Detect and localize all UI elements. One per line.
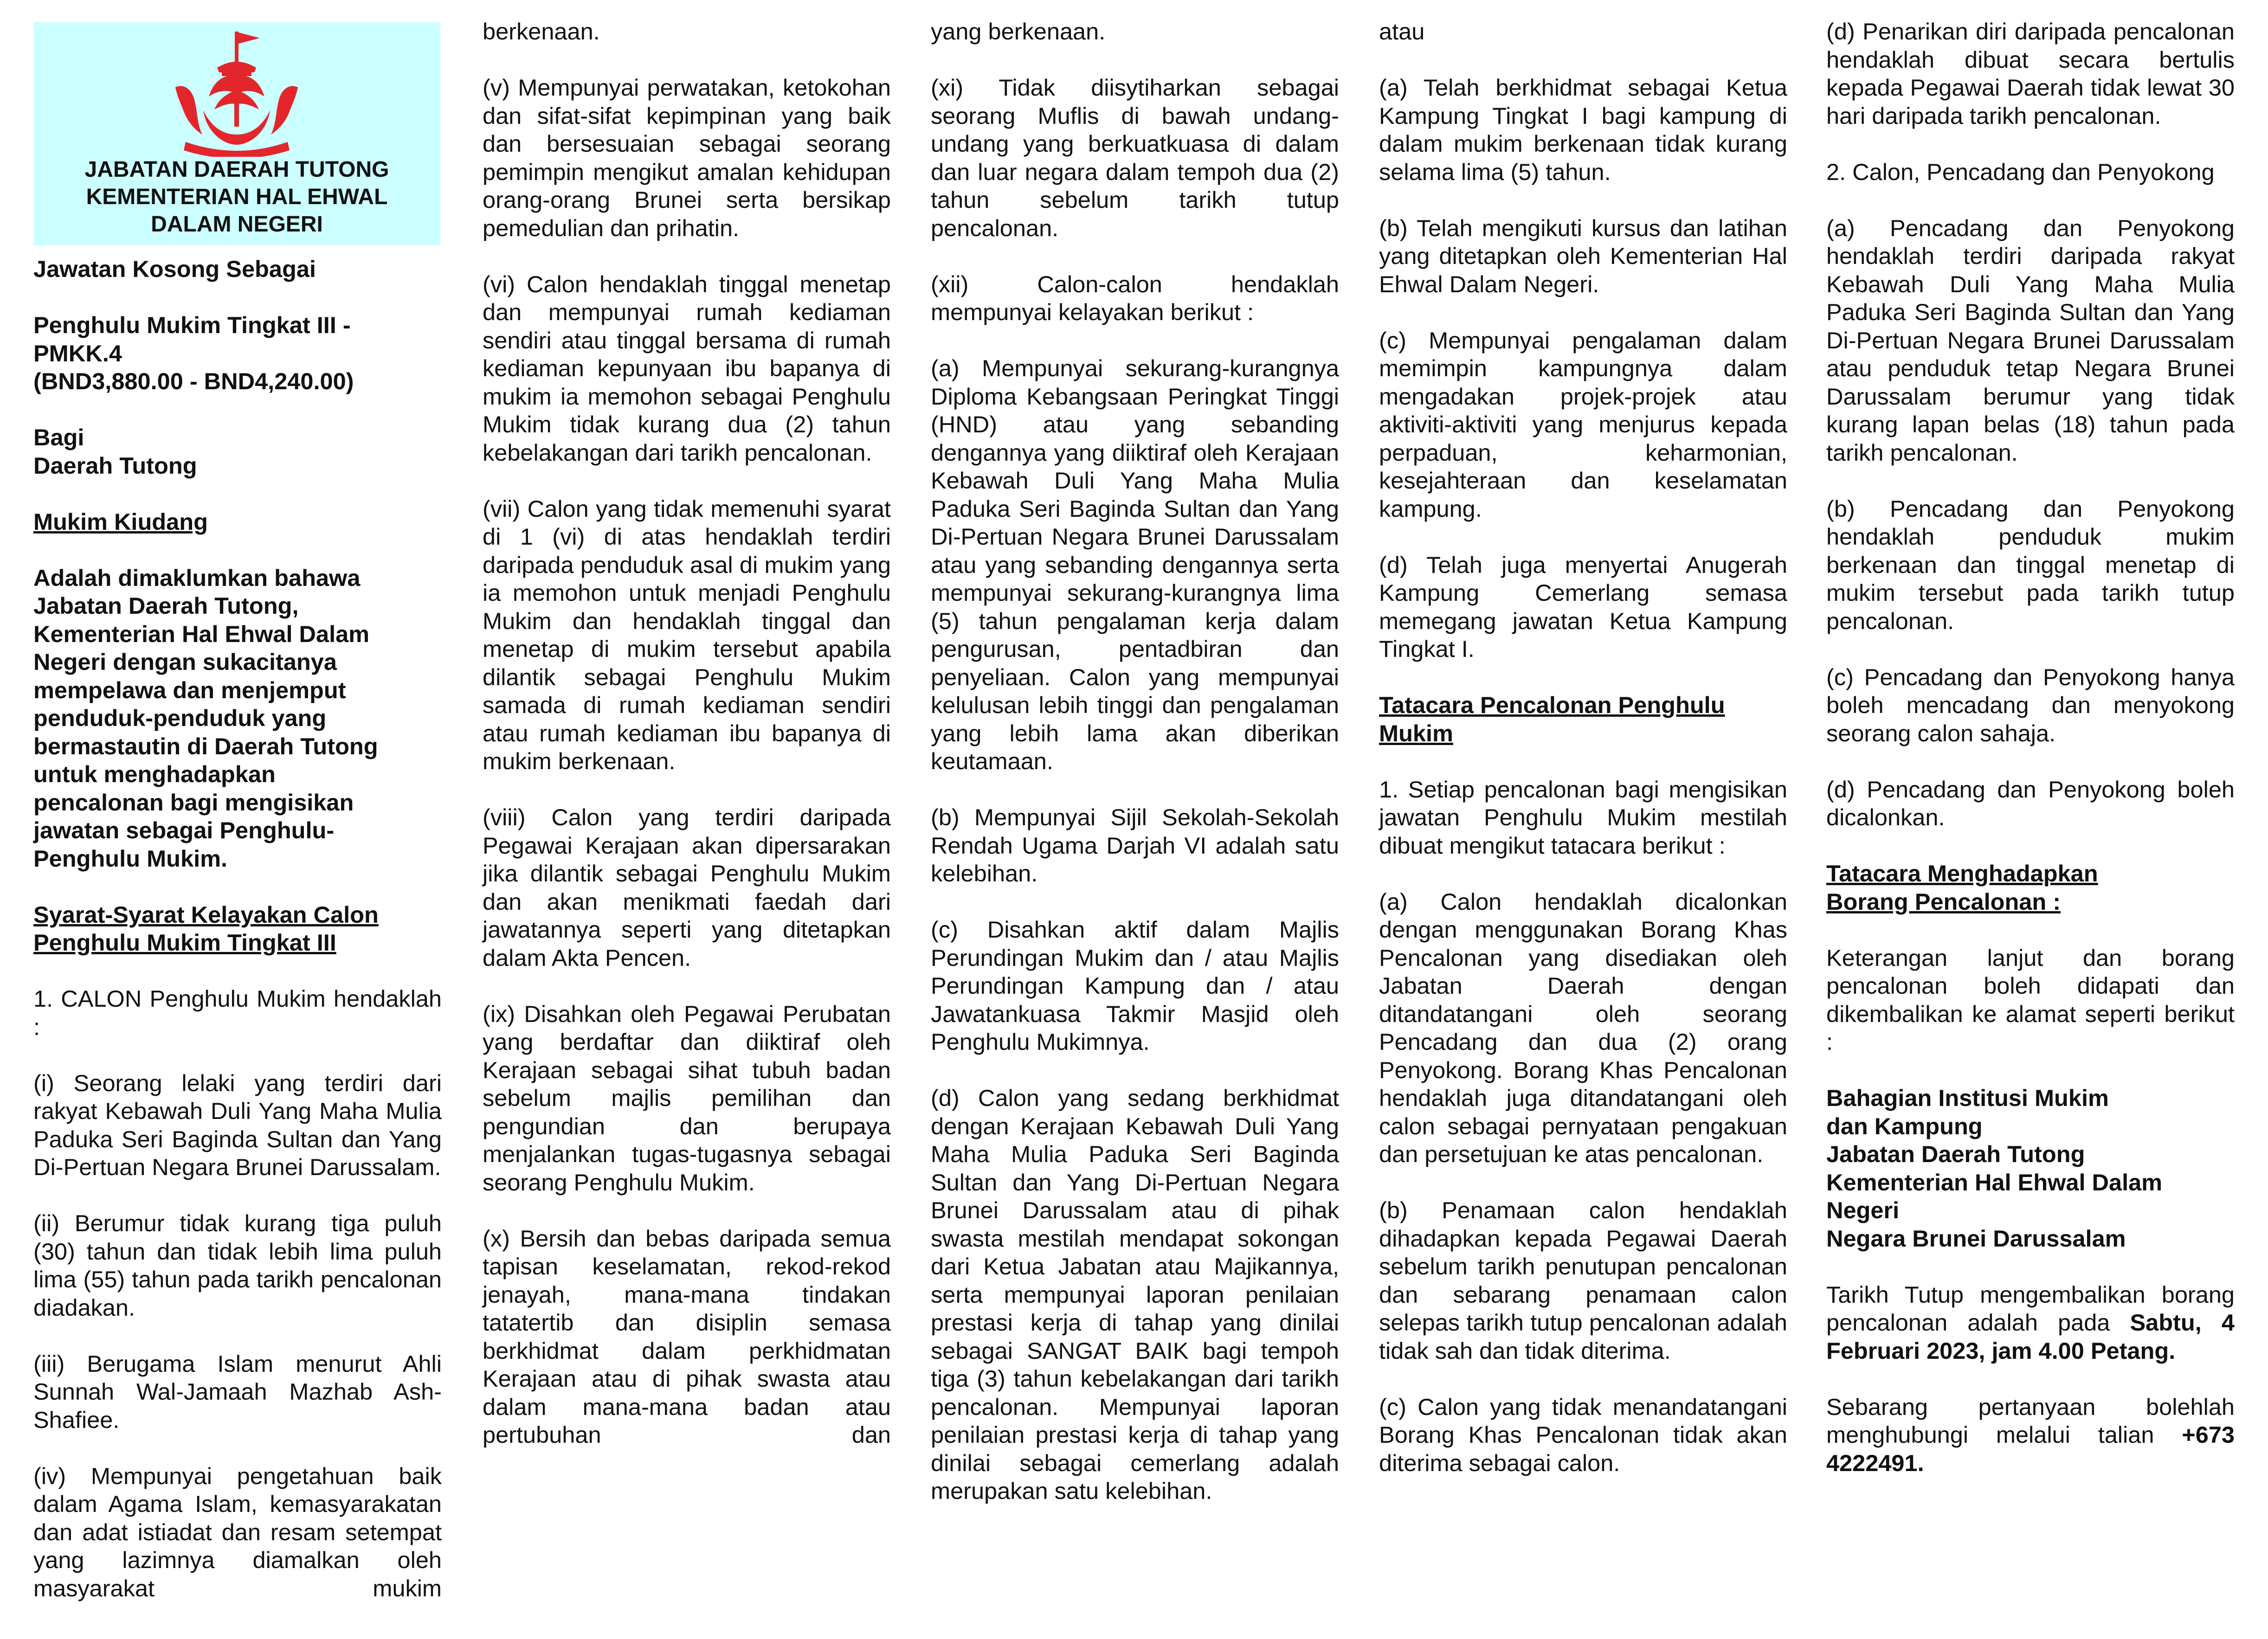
procedure-item-c: (c) Calon yang tidak menandatangani Borang Khas Pencalonan tidak akan diterima sebagai calon. [1379,1393,1787,1476]
announcement [33,564,442,873]
announcement-line: jawatan sebagai Penghulu- [33,817,335,843]
section-2-title: 2. Calon, Pencadang dan Penyokong [1826,158,2215,185]
agency-line: DALAM NEGERI [151,212,323,237]
address-line: Kementerian Hal Ehwal Dalam [1826,1169,2163,1196]
phone-number: +673 4222491. [1826,1421,2235,1476]
announcement-line: Jabatan Daerah Tutong, [33,592,299,619]
address-line: dan Kampung [1826,1112,1983,1139]
column-5 [1826,18,2235,1477]
submission-heading [1826,860,2235,916]
eligibility-intro: 1. CALON Penghulu Mukim hendaklah : [33,985,442,1040]
announcement-line: Adalah dimaklumkan bahawa [33,564,361,591]
agency-name [33,156,440,238]
agency-line: KEMENTERIAN HAL EHWAL [86,185,388,209]
closing-date-paragraph [1826,1281,2235,1365]
for-label: Bagi [33,424,84,450]
mukim-name: Mukim Kiudang [33,508,208,535]
announcement-line: pencalonan bagi mengisikan [33,789,354,816]
vacancy-heading: Jawatan Kosong Sebagai [33,256,316,282]
procedure-heading-line: Tatacara Pencalonan Penghulu [1379,692,1725,718]
address-line: Negara Brunei Darussalam [1826,1225,2126,1252]
section-2-item-c: (c) Pencadang dan Penyokong hanya boleh mencadang dan menyokong seorang calon sahaja. [1826,663,2235,746]
submission-heading-line: Tatacara Menghadapkan [1826,860,2098,887]
post-title-line: Penghulu Mukim Tingkat III - [33,312,351,338]
eligibility-item-iv-continued: berkenaan. [483,18,600,45]
column-4 [1379,18,1787,1477]
post-code: PMKK.4 [33,340,122,366]
qualification-item-b: (b) Mempunyai Sijil Sekolah-Sekolah Rendah Ugama Darjah VI adalah satu kelebihan. [931,804,1339,887]
alternative-item-a: (a) Telah berkhidmat sebagai Ketua Kampung Tingkat I bagi kampung di dalam mukim berkenaan tidak kurang selama lima (5) tahun. [1379,74,1787,185]
closing-date: Sabtu, 4 Februari 2023, jam 4.00 Petang. [1826,1309,2235,1364]
eligibility-heading [33,901,442,957]
eligibility-item-x-continued: yang berkenaan. [931,18,1106,45]
announcement-line: mempelawa dan menjemput [33,676,346,703]
address-line: Jabatan Daerah Tutong [1826,1141,2085,1167]
column-2 [483,18,891,1449]
alternative-item-b: (b) Telah mengikuti kursus dan latihan yang ditetapkan oleh Kementerian Hal Ehwal Dalam Negeri. [1379,214,1787,297]
address-line: Bahagian Institusi Mukim [1826,1085,2109,1111]
qualification-item-c: (c) Disahkan aktif dalam Majlis Perundingan Mukim dan / atau Majlis Perundingan Kampung dan / atau Jawatankuasa Takmir Masjid oleh Penghulu Mukimnya. [931,916,1339,1055]
announcement-line: Kementerian Hal Ehwal Dalam [33,620,370,647]
announcement-line: bermastautin di Daerah Tutong [33,733,378,759]
qualification-item-a: (a) Mempunyai sekurang-kurangnya Diploma Kebangsaan Peringkat Tinggi (HND) atau yang sebanding dengannya yang diiktiraf oleh Kerajaan Kebawah Duli Yang Maha Mulia Paduka Seri Baginda Sultan dan Yang Di-Pertuan Negara Brunei Darussalam atau yang sebanding dengannya serta mempunyai sekurang-kurangnya lima (5) tahun pengalaman kerja dalam pengurusan, pentadbiran dan penyeliaan. Calon yang mempunyai kelulusan lebih tinggi dan pengalaman yang lebih lama akan diberikan keutamaan. [931,355,1339,774]
brunei-crest-icon [167,32,306,157]
announcement-line: Penghulu Mukim. [33,845,228,872]
district-name: Daerah Tutong [33,452,197,479]
eligibility-heading-line: Penghulu Mukim Tingkat III [33,929,336,956]
procedure-item-a: (a) Calon hendaklah dicalonkan dengan menggunakan Borang Khas Pencalonan yang disediakan oleh Jabatan Daerah dengan ditandatangani oleh seorang Pencadang dan dua (2) orang Penyokong. Borang Khas Pencalonan hendaklah juga ditandatangani oleh calon sebagai pernyataan pengakuan dan persetujuan ke atas pencalonan. [1379,888,1787,1167]
address-line: Negeri [1826,1197,1900,1223]
procedure-intro: 1. Setiap pencalonan bagi mengisikan jawatan Penghulu Mukim mestilah dibuat mengikut tatacara berikut : [1379,776,1787,859]
eligibility-item-vi: (vi) Calon hendaklah tinggal menetap dan mempunyai rumah kediaman sendiri atau tinggal bersama di rumah kediaman kepunyaan ibu bapanya di mukim ia memohon sebagai Penghulu Mukim tidak kurang dua (2) tahun kebelakangan dari tarikh pencalonan. [483,270,891,466]
eligibility-item-ix: (ix) Disahkan oleh Pegawai Perubatan yang berdaftar dan diiktiraf oleh Kerajaan sebagai sihat tubuh badan sebelum majlis pemilihan dan pengundian dan berupaya menjalankan tugas-tugasnya sebagai seorang Penghulu Mukim. [483,1000,891,1196]
address-block [1826,1084,2235,1253]
eligibility-item-xii: (xii) Calon-calon hendaklah mempunyai kelayakan berikut : [931,270,1339,325]
alternative-item-c: (c) Mempunyai pengalaman dalam memimpin kampungnya dalam mengadakan projek-projek atau aktiviti-aktiviti yang menjurus kepada perpaduan, keharmonian, kesejahteraan dan keselamatan kampung. [1379,327,1787,522]
submission-heading-line: Borang Pencalonan : [1826,888,2061,915]
eligibility-item-viii: (viii) Calon yang terdiri daripada Pegawai Kerajaan akan dipersarakan jika dilantik sebagai Penghulu Mukim dan akan menikmati faedah dari jawatannya seperti yang ditetapkan dalam Akta Pencen. [483,804,891,971]
section-2-item-d: (d) Pencadang dan Penyokong boleh dicalonkan. [1826,776,2235,830]
qualification-item-d: (d) Calon yang sedang berkhidmat dengan Kerajaan Kebawah Duli Yang Maha Mulia Paduka Seri Baginda Sultan dan Yang Di-Pertuan Negara Brunei Darussalam atau di pihak swasta mestilah mendapat sokongan dari Ketua Jabatan atau Majikannya, serta mempunyai laporan penilaian prestasi kerja di tahap yang dinilai sebagai SANGAT BAIK bagi tempoh tiga (3) tahun kebelakangan dari tarikh pencalonan. Mempunyai laporan penilaian prestasi kerja di tahap yang dinilai sebagai cemerlang adalah merupakan satu kelebihan. [931,1085,1339,1504]
eligibility-item-xi: (xi) Tidak diisytiharkan sebagai seorang Muflis di bawah undang-undang yang berkuatkuasa di dalam dan luar negara dalam tempoh dua (2) tahun sebelum tarikh tutup pencalonan. [931,74,1339,241]
closing-text: Tarikh Tutup mengembalikan borang pencalonan adalah pada [1826,1281,2235,1336]
section-2-item-a: (a) Pencadang dan Penyokong hendaklah terdiri daripada rakyat Kebawah Duli Yang Maha Mulia Paduka Seri Baginda Sultan dan Yang Di-Pertuan Negara Brunei Darussalam atau penduduk tetap Negara Brunei Darussalam berumur yang tidak kurang lapan belas (18) tahun pada tarikh pencalonan. [1826,214,2235,466]
eligibility-item-x: (x) Bersih dan bebas daripada semua tapisan keselamatan, rekod-rekod jenayah, mana-mana tindakan tatatertib dan disiplin semasa berkhidmat dalam perkhidmatan Kerajaan atau di pihak swasta atau dalam mana-mana badan atau pertubuhan dan [483,1225,891,1448]
eligibility-item-iv: (iv) Mempunyai pengetahuan baik dalam Agama Islam, kemasyarakatan dan adat istiadat dan resam setempat yang lazimnya diamalkan oleh masyarakat mukim [33,1462,442,1601]
or-separator: atau [1379,18,1425,45]
column-3 [931,18,1339,1505]
eligibility-item-ii: (ii) Berumur tidak kurang tiga puluh (30) tahun dan tidak lebih lima puluh lima (55) tahun pada tarikh pencalonan diadakan. [33,1210,442,1321]
procedure-item-d: (d) Penarikan diri daripada pencalonan hendaklah dibuat secara bertulis kepada Pegawai Daerah tidak lewat 30 hari daripada tarikh pencalonan. [1826,18,2235,129]
announcement-line: untuk menghadapkan [33,761,276,787]
salary-range: (BND3,880.00 - BND4,240.00) [33,368,354,394]
procedure-item-b: (b) Penamaan calon hendaklah dihadapkan kepada Pegawai Daerah sebelum tarikh penutupan pencalonan dan sebarang penamaan calon selepas tarikh tutup pencalonan adalah tidak sah dan tidak diterima. [1379,1197,1787,1364]
section-2-item-b: (b) Pencadang dan Penyokong hendaklah penduduk mukim berkenaan dan tinggal menetap di mukim tersebut pada tarikh tutup pencalonan. [1826,495,2235,634]
district-block [33,424,442,480]
eligibility-item-iii: (iii) Berugama Islam menurut Ahli Sunnah Wal-Jamaah Mazhab Ash-Shafiee. [33,1350,442,1433]
submission-text: Keterangan lanjut dan borang pencalonan boleh didapati dan dikembalikan ke alamat seperti berikut : [1826,944,2235,1055]
procedure-heading [1379,691,1787,747]
agency-header [33,22,440,245]
announcement-line: Negeri dengan sukacitanya [33,649,337,675]
eligibility-item-v: (v) Mempunyai perwatakan, ketokohan dan sifat-sifat kepimpinan yang baik dan bersesuaian sebagai seorang pemimpin mengikut amalan kehidupan orang-orang Brunei serta bersikap pemedulian dan prihatin. [483,74,891,241]
agency-line: JABATAN DAERAH TUTONG [84,157,389,182]
eligibility-item-vii: (vii) Calon yang tidak memenuhi syarat di 1 (vi) di atas hendaklah terdiri daripada penduduk asal di mukim yang ia memohon untuk menjadi Penghulu Mukim dan hendaklah tinggal dan menetap di mukim tersebut apabila dilantik sebagai Penghulu Mukim samada di rumah kediaman sendiri atau rumah kediaman ibu bapanya di mukim berkenaan. [483,495,891,774]
eligibility-heading-line: Syarat-Syarat Kelayakan Calon [33,901,379,928]
column-1 [33,255,442,1602]
enquiry-paragraph [1826,1393,2235,1478]
announcement-line: penduduk-penduduk yang [33,705,327,731]
enquiry-text: Sebarang pertanyaan bolehlah menghubungi melalui talian [1826,1393,2235,1448]
post-title [33,311,442,396]
eligibility-item-i: (i) Seorang lelaki yang terdiri dari rakyat Kebawah Duli Yang Maha Mulia Paduka Seri Baginda Sultan dan Yang Di-Pertuan Negara Brunei Darussalam. [33,1069,442,1180]
procedure-heading-line: Mukim [1379,720,1453,746]
alternative-item-d: (d) Telah juga menyertai Anugerah Kampung Cemerlang semasa memegang jawatan Ketua Kampung Tingkat I. [1379,551,1787,662]
